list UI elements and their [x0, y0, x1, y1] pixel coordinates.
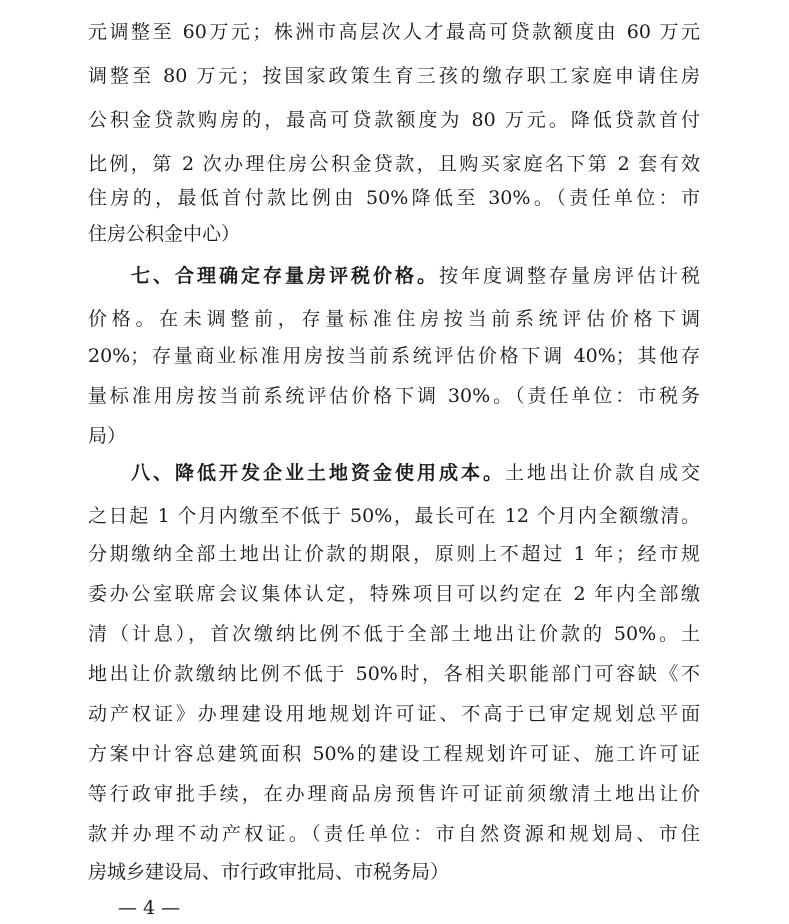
- text-line: 量标准用房按当前系统评估价格下调 30%。（责任单位：市税务: [88, 385, 700, 407]
- text-line: 委办公室联席会议集体认定，特殊项目可以约定在 2 年内全部缴: [88, 583, 700, 605]
- text-line: 房城乡建设局、市行政审批局、市税务局）: [88, 861, 450, 883]
- text-line: 局）: [88, 425, 127, 447]
- text-line: 住房公积金中心）: [88, 223, 241, 245]
- text-line: 动产权证》办理建设用地规划许可证、不高于已审定规划总平面: [88, 703, 700, 725]
- text-line: 之日起 1 个月内缴至不低于 50%，最长可在 12 个月内全额缴清。: [88, 505, 700, 527]
- text-line: 公积金贷款购房的，最高可贷款额度为 80 万元。降低贷款首付: [88, 109, 700, 131]
- text-line: 八、降低开发企业土地资金使用成本。土地出让价款自成交: [131, 462, 700, 484]
- text-line: 清（计息），首次缴纳比例不低于全部土地出让价款的 50%。土: [88, 623, 700, 645]
- text-line: 元调整至 60万元；株洲市高层次人才最高可贷款额度由 60 万元: [88, 21, 700, 43]
- text-line: 等行政审批手续，在办理商品房预售许可证前须缴清土地出让价: [88, 783, 700, 805]
- section-heading: 七、合理确定存量房评税价格。: [131, 265, 439, 287]
- text-line: 调整至 80 万元；按国家政策生育三孩的缴存职工家庭申请住房: [88, 65, 700, 87]
- text-line: 住房的，最低首付款比例由 50%降低至 30%。（责任单位：市: [88, 187, 700, 209]
- text-line: 价格。在未调整前，存量标准住房按当前系统评估价格下调: [88, 308, 700, 330]
- text-line: 方案中计容总建筑面积 50%的建设工程规划许可证、施工许可证: [88, 743, 700, 765]
- text-line: 七、合理确定存量房评税价格。按年度调整存量房评估计税: [131, 265, 700, 287]
- text-line: 比例，第 2 次办理住房公积金贷款，且购买家庭名下第 2 套有效: [88, 153, 700, 175]
- section-heading: 八、降低开发企业土地资金使用成本。: [131, 462, 505, 484]
- text-line: 分期缴纳全部土地出让价款的期限，原则上不超过 1 年；经市规: [88, 543, 700, 565]
- page-number: — 4 —: [118, 897, 181, 919]
- text-line: 款并办理不动产权证。（责任单位：市自然资源和规划局、市住: [88, 823, 700, 845]
- text-line: 地出让价款缴纳比例不低于 50%时，各相关职能部门可容缺《不: [88, 663, 700, 685]
- text-line: 20%；存量商业标准用房按当前系统评估价格下调 40%；其他存: [88, 345, 700, 367]
